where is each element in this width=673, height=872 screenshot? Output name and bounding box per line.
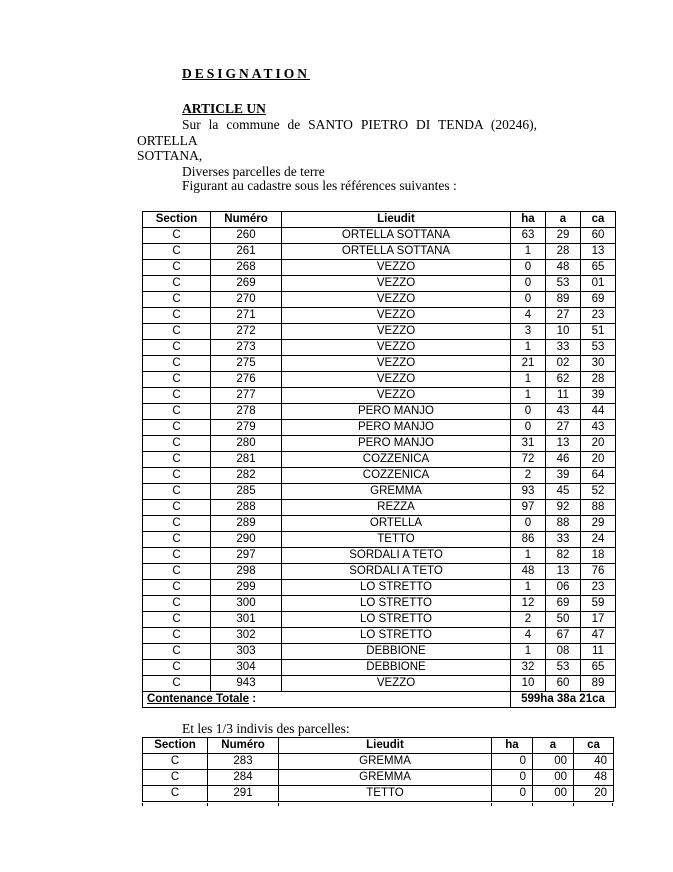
cell-a: 27 bbox=[546, 308, 581, 324]
table-row bbox=[143, 484, 616, 500]
table-row bbox=[143, 770, 614, 786]
cell-a: 92 bbox=[546, 500, 581, 516]
cell-lieudit: ORTELLA SOTTANA bbox=[282, 228, 511, 244]
table-row bbox=[143, 228, 616, 244]
cell-numero: 283 bbox=[208, 754, 279, 770]
cell-ha: 4 bbox=[511, 308, 546, 324]
table-row bbox=[143, 308, 616, 324]
cell-ha: 1 bbox=[511, 388, 546, 404]
cell-ha: 97 bbox=[511, 500, 546, 516]
cell-ha: 4 bbox=[511, 628, 546, 644]
cell-numero: 285 bbox=[211, 484, 282, 500]
cell-ha: 93 bbox=[511, 484, 546, 500]
cell-numero: 270 bbox=[211, 292, 282, 308]
table-row bbox=[143, 244, 616, 260]
cell-ha: 31 bbox=[511, 436, 546, 452]
cell-ha: 0 bbox=[511, 516, 546, 532]
cell-ha: 0 bbox=[511, 420, 546, 436]
cell-section: C bbox=[143, 628, 211, 644]
cell-numero: 291 bbox=[208, 786, 279, 802]
cell-ca: 17 bbox=[581, 612, 616, 628]
cell-section: C bbox=[143, 468, 211, 484]
cell-numero: 278 bbox=[211, 404, 282, 420]
cell-lieudit: REZZA bbox=[282, 500, 511, 516]
cell-ha: 48 bbox=[511, 564, 546, 580]
table-row bbox=[143, 596, 616, 612]
cell-lieudit: PERO MANJO bbox=[282, 420, 511, 436]
cell-lieudit: VEZZO bbox=[282, 260, 511, 276]
cell-section: C bbox=[143, 372, 211, 388]
cell-a: 43 bbox=[546, 404, 581, 420]
table-header-row bbox=[143, 738, 614, 754]
table-row bbox=[143, 612, 616, 628]
cell-numero: 277 bbox=[211, 388, 282, 404]
cell-a: 67 bbox=[546, 628, 581, 644]
cell-section: C bbox=[143, 548, 211, 564]
cell-ca: 88 bbox=[581, 500, 616, 516]
header-numero: Numéro bbox=[208, 738, 279, 754]
cell-section: C bbox=[143, 500, 211, 516]
cell-ca: 59 bbox=[581, 596, 616, 612]
header-lieudit: Lieudit bbox=[279, 738, 492, 754]
cell-numero: 268 bbox=[211, 260, 282, 276]
cell-section: C bbox=[143, 228, 211, 244]
table-row bbox=[143, 340, 616, 356]
cell-numero: 273 bbox=[211, 340, 282, 356]
cell-lieudit: VEZZO bbox=[282, 324, 511, 340]
cell-ca: 01 bbox=[581, 276, 616, 292]
cell-ha: 0 bbox=[511, 260, 546, 276]
cell-ha: 21 bbox=[511, 356, 546, 372]
cell-section: C bbox=[143, 676, 211, 692]
total-row bbox=[143, 692, 616, 708]
cell-numero: 260 bbox=[211, 228, 282, 244]
table-row bbox=[143, 324, 616, 340]
cell-a: 13 bbox=[546, 436, 581, 452]
header-section: Section bbox=[143, 738, 208, 754]
cell-lieudit: VEZZO bbox=[282, 276, 511, 292]
cell-a: 02 bbox=[546, 356, 581, 372]
cell-numero: 943 bbox=[211, 676, 282, 692]
cell-section: C bbox=[143, 388, 211, 404]
cell-lieudit: SORDALI A TETO bbox=[282, 564, 511, 580]
cell-numero: 289 bbox=[211, 516, 282, 532]
cell-ha: 63 bbox=[511, 228, 546, 244]
cell-lieudit: LO STRETTO bbox=[282, 596, 511, 612]
cell-numero: 272 bbox=[211, 324, 282, 340]
cell-ca: 18 bbox=[581, 548, 616, 564]
cell-section: C bbox=[143, 292, 211, 308]
cell-section: C bbox=[143, 644, 211, 660]
cell-ca: 65 bbox=[581, 660, 616, 676]
cell-ha: 0 bbox=[511, 292, 546, 308]
cell-ca: 53 bbox=[581, 340, 616, 356]
cell-a: 06 bbox=[546, 580, 581, 596]
table-row bbox=[143, 404, 616, 420]
article-heading: ARTICLE UN bbox=[182, 101, 266, 116]
cell-numero: 271 bbox=[211, 308, 282, 324]
cell-numero: 284 bbox=[208, 770, 279, 786]
cell-a: 28 bbox=[546, 244, 581, 260]
table-row bbox=[143, 580, 616, 596]
cell-lieudit: VEZZO bbox=[282, 388, 511, 404]
cell-ca: 29 bbox=[581, 516, 616, 532]
cell-a: 62 bbox=[546, 372, 581, 388]
table-row bbox=[143, 388, 616, 404]
cell-section: C bbox=[143, 516, 211, 532]
cell-section: C bbox=[143, 308, 211, 324]
cell-a: 53 bbox=[546, 276, 581, 292]
cell-a: 00 bbox=[533, 786, 574, 802]
cell-ca: 23 bbox=[581, 580, 616, 596]
cell-a: 33 bbox=[546, 532, 581, 548]
cell-ca: 24 bbox=[581, 532, 616, 548]
cell-ca: 20 bbox=[574, 786, 614, 802]
cell-a: 29 bbox=[546, 228, 581, 244]
cell-section: C bbox=[143, 340, 211, 356]
cell-ca: 39 bbox=[581, 388, 616, 404]
cell-section: C bbox=[143, 452, 211, 468]
table-row bbox=[143, 516, 616, 532]
cell-section: C bbox=[143, 404, 211, 420]
cell-ca: 64 bbox=[581, 468, 616, 484]
cell-lieudit: PERO MANJO bbox=[282, 404, 511, 420]
cell-numero: 282 bbox=[211, 468, 282, 484]
header-a: a bbox=[533, 738, 574, 754]
cell-lieudit: LO STRETTO bbox=[282, 628, 511, 644]
cell-a: 60 bbox=[546, 676, 581, 692]
table-row bbox=[143, 754, 614, 770]
indivis-intro-text: Et les 1/3 indivis des parcelles: bbox=[182, 721, 350, 736]
cell-a: 69 bbox=[546, 596, 581, 612]
cell-lieudit: GREMMA bbox=[282, 484, 511, 500]
cell-ha: 86 bbox=[511, 532, 546, 548]
cell-ha: 0 bbox=[492, 786, 533, 802]
cell-lieudit: VEZZO bbox=[282, 308, 511, 324]
cell-a: 39 bbox=[546, 468, 581, 484]
cell-ha: 1 bbox=[511, 372, 546, 388]
cell-ha: 12 bbox=[511, 596, 546, 612]
cell-numero: 281 bbox=[211, 452, 282, 468]
cell-ha: 1 bbox=[511, 340, 546, 356]
cell-numero: 297 bbox=[211, 548, 282, 564]
cell-ha: 0 bbox=[492, 770, 533, 786]
header-section: Section bbox=[143, 212, 211, 228]
table-row bbox=[143, 372, 616, 388]
cell-ca: 60 bbox=[581, 228, 616, 244]
table-row bbox=[143, 660, 616, 676]
table-row bbox=[143, 260, 616, 276]
cell-a: 00 bbox=[533, 754, 574, 770]
cell-lieudit: ORTELLA bbox=[282, 516, 511, 532]
cell-section: C bbox=[143, 612, 211, 628]
cell-ca: 51 bbox=[581, 324, 616, 340]
paragraph-line-1: Sur la commune de SANTO PIETRO DI TENDA (20246), ORTELLA bbox=[137, 117, 537, 148]
cell-ca: 89 bbox=[581, 676, 616, 692]
cell-a: 08 bbox=[546, 644, 581, 660]
cell-ha: 0 bbox=[511, 404, 546, 420]
cell-section: C bbox=[143, 786, 208, 802]
header-numero: Numéro bbox=[211, 212, 282, 228]
cell-ha: 1 bbox=[511, 644, 546, 660]
cell-section: C bbox=[143, 660, 211, 676]
cell-numero: 280 bbox=[211, 436, 282, 452]
cell-ha: 1 bbox=[511, 580, 546, 596]
header-ha: ha bbox=[511, 212, 546, 228]
cell-section: C bbox=[143, 260, 211, 276]
cell-lieudit: VEZZO bbox=[282, 292, 511, 308]
cell-ha: 1 bbox=[511, 244, 546, 260]
header-ha: ha bbox=[492, 738, 533, 754]
commune-paragraph bbox=[137, 117, 537, 179]
cell-section: C bbox=[143, 356, 211, 372]
cell-a: 11 bbox=[546, 388, 581, 404]
cell-ca: 20 bbox=[581, 452, 616, 468]
cell-ca: 13 bbox=[581, 244, 616, 260]
header-lieudit: Lieudit bbox=[282, 212, 511, 228]
cell-lieudit: SORDALI A TETO bbox=[282, 548, 511, 564]
cell-a: 88 bbox=[546, 516, 581, 532]
cell-a: 33 bbox=[546, 340, 581, 356]
table-row bbox=[143, 532, 616, 548]
cell-numero: 279 bbox=[211, 420, 282, 436]
total-value: 599ha 38a 21ca bbox=[511, 692, 616, 708]
cell-section: C bbox=[143, 754, 208, 770]
cell-ha: 72 bbox=[511, 452, 546, 468]
cell-a: 10 bbox=[546, 324, 581, 340]
cell-ca: 28 bbox=[581, 372, 616, 388]
cell-section: C bbox=[143, 564, 211, 580]
cell-ca: 30 bbox=[581, 356, 616, 372]
cell-section: C bbox=[143, 324, 211, 340]
cell-numero: 298 bbox=[211, 564, 282, 580]
cell-section: C bbox=[143, 420, 211, 436]
table-row bbox=[143, 452, 616, 468]
cell-ha: 2 bbox=[511, 468, 546, 484]
cell-numero: 304 bbox=[211, 660, 282, 676]
table-row bbox=[143, 292, 616, 308]
cell-ca: 52 bbox=[581, 484, 616, 500]
cell-numero: 300 bbox=[211, 596, 282, 612]
cell-a: 45 bbox=[546, 484, 581, 500]
cell-lieudit: COZZENICA bbox=[282, 468, 511, 484]
cell-lieudit: PERO MANJO bbox=[282, 436, 511, 452]
cell-ha: 1 bbox=[511, 548, 546, 564]
cadastre-intro-text: Figurant au cadastre sous les références suivantes : bbox=[182, 178, 457, 193]
cell-numero: 302 bbox=[211, 628, 282, 644]
cell-ha: 32 bbox=[511, 660, 546, 676]
cell-ca: 40 bbox=[574, 754, 614, 770]
parcel-table-indivis bbox=[142, 737, 614, 802]
cell-a: 46 bbox=[546, 452, 581, 468]
cell-ca: 48 bbox=[574, 770, 614, 786]
table-row bbox=[143, 468, 616, 484]
paragraph-line-2: SOTTANA, bbox=[137, 148, 203, 163]
cell-lieudit: GREMMA bbox=[279, 770, 492, 786]
table-row bbox=[143, 564, 616, 580]
cell-lieudit: ORTELLA SOTTANA bbox=[282, 244, 511, 260]
cell-ha: 0 bbox=[511, 276, 546, 292]
cell-ca: 43 bbox=[581, 420, 616, 436]
table-row bbox=[143, 628, 616, 644]
table-row bbox=[143, 436, 616, 452]
cell-lieudit: VEZZO bbox=[282, 340, 511, 356]
cell-section: C bbox=[143, 770, 208, 786]
cell-lieudit: GREMMA bbox=[279, 754, 492, 770]
cell-lieudit: LO STRETTO bbox=[282, 612, 511, 628]
cell-a: 89 bbox=[546, 292, 581, 308]
cell-lieudit: VEZZO bbox=[282, 356, 511, 372]
cell-numero: 301 bbox=[211, 612, 282, 628]
cell-ca: 69 bbox=[581, 292, 616, 308]
cell-ca: 11 bbox=[581, 644, 616, 660]
table-row bbox=[143, 786, 614, 802]
cell-numero: 288 bbox=[211, 500, 282, 516]
table-row bbox=[143, 356, 616, 372]
table-header-row bbox=[143, 212, 616, 228]
cell-ca: 23 bbox=[581, 308, 616, 324]
cell-lieudit: LO STRETTO bbox=[282, 580, 511, 596]
cell-numero: 303 bbox=[211, 644, 282, 660]
header-a: a bbox=[546, 212, 581, 228]
cell-section: C bbox=[143, 244, 211, 260]
document-title: DESIGNATION bbox=[182, 66, 311, 81]
table-cutoff-stub bbox=[142, 803, 613, 806]
cell-a: 48 bbox=[546, 260, 581, 276]
header-ca: ca bbox=[574, 738, 614, 754]
paragraph-line-3: Diverses parcelles de terre bbox=[182, 163, 325, 179]
cell-ha: 0 bbox=[492, 754, 533, 770]
cell-ca: 76 bbox=[581, 564, 616, 580]
cell-a: 00 bbox=[533, 770, 574, 786]
cell-a: 27 bbox=[546, 420, 581, 436]
cell-ca: 65 bbox=[581, 260, 616, 276]
cell-lieudit: VEZZO bbox=[282, 372, 511, 388]
cell-a: 53 bbox=[546, 660, 581, 676]
cell-ca: 47 bbox=[581, 628, 616, 644]
cell-a: 82 bbox=[546, 548, 581, 564]
cell-section: C bbox=[143, 276, 211, 292]
cell-ha: 10 bbox=[511, 676, 546, 692]
cell-numero: 299 bbox=[211, 580, 282, 596]
cell-ha: 3 bbox=[511, 324, 546, 340]
cell-numero: 269 bbox=[211, 276, 282, 292]
table-row bbox=[143, 548, 616, 564]
table-row bbox=[143, 676, 616, 692]
cell-lieudit: TETTO bbox=[282, 532, 511, 548]
cell-section: C bbox=[143, 484, 211, 500]
cell-lieudit: TETTO bbox=[279, 786, 492, 802]
table-row bbox=[143, 500, 616, 516]
cell-numero: 275 bbox=[211, 356, 282, 372]
parcel-table-main bbox=[142, 211, 616, 708]
table-row bbox=[143, 420, 616, 436]
cell-section: C bbox=[143, 532, 211, 548]
cell-section: C bbox=[143, 596, 211, 612]
cell-ca: 44 bbox=[581, 404, 616, 420]
cell-lieudit: DEBBIONE bbox=[282, 660, 511, 676]
cell-section: C bbox=[143, 580, 211, 596]
cell-ha: 2 bbox=[511, 612, 546, 628]
cell-ca: 20 bbox=[581, 436, 616, 452]
table-row bbox=[143, 276, 616, 292]
total-label: Contenance Totale : bbox=[143, 692, 511, 708]
cell-lieudit: VEZZO bbox=[282, 676, 511, 692]
table-row bbox=[143, 644, 616, 660]
cell-lieudit: DEBBIONE bbox=[282, 644, 511, 660]
cell-numero: 276 bbox=[211, 372, 282, 388]
header-ca: ca bbox=[581, 212, 616, 228]
cell-a: 50 bbox=[546, 612, 581, 628]
cell-a: 13 bbox=[546, 564, 581, 580]
cell-numero: 261 bbox=[211, 244, 282, 260]
cell-lieudit: COZZENICA bbox=[282, 452, 511, 468]
cell-section: C bbox=[143, 436, 211, 452]
cell-numero: 290 bbox=[211, 532, 282, 548]
